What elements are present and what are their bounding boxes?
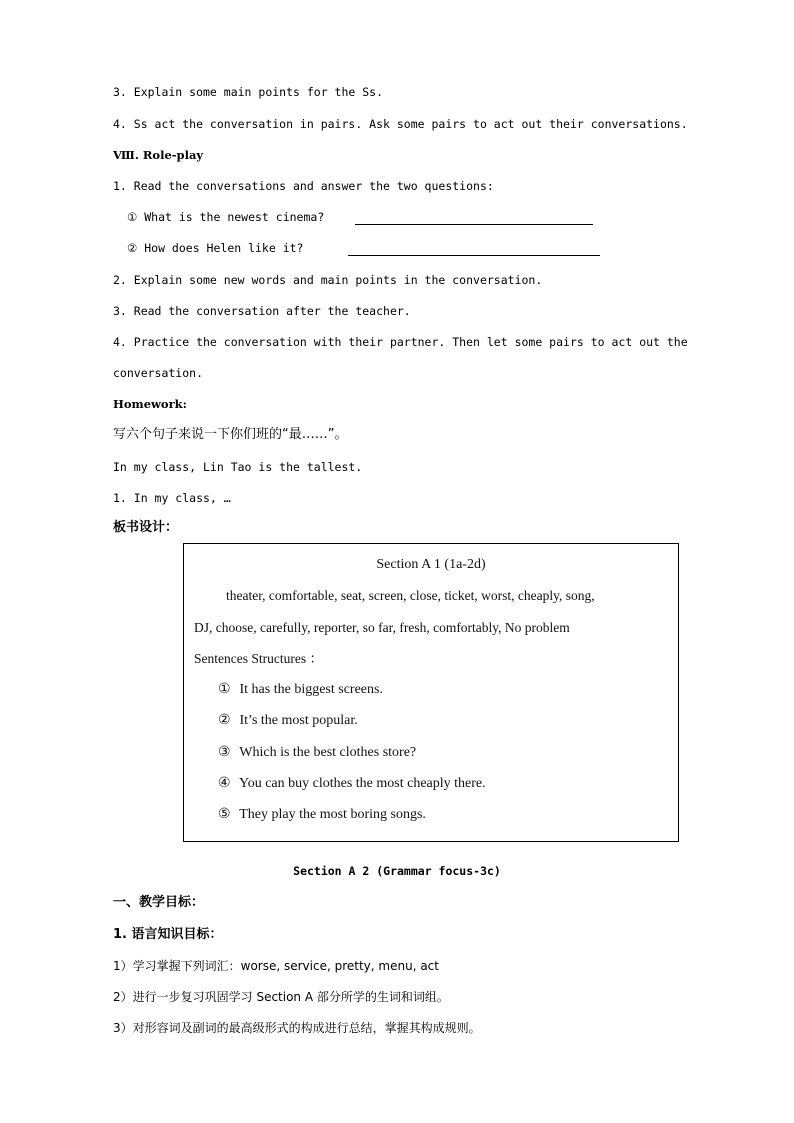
homework-item-1: 1. In my class, … — [113, 491, 231, 505]
teaching-goals-heading: 一、教学目标： — [113, 895, 205, 910]
answer-blank-2 — [348, 243, 600, 256]
roleplay-step-4: 4. Practice the conversation with their partner. Then let some pairs to act out the — [113, 335, 688, 349]
goal-2: 2）进行一步复习巩固学习 Section A 部分所学的生词和词组。 — [113, 990, 449, 1004]
sentence-item: ② It’s the most popular. — [218, 713, 358, 728]
board-words-line-1: theater, comfortable, seat, screen, close, ticket, worst, cheaply, song, — [226, 588, 595, 603]
sentence-item: ③ Which is the best clothes store? — [218, 745, 417, 760]
question-2 — [127, 240, 600, 256]
board-words-line-2: DJ, choose, carefully, reporter, so far, fresh, comfortably, No problem — [194, 620, 570, 635]
homework-example: In my class, Lin Tao is the tallest. — [113, 460, 363, 474]
roleplay-step-4-cont: conversation. — [113, 366, 204, 380]
goal-1: 1）学习掌握下列词汇：worse, service, pretty, menu, act — [113, 959, 439, 973]
sentence-structures-label: Sentences Structures ： — [194, 651, 323, 666]
sentence-item: ① It has the biggest screens. — [218, 682, 383, 697]
language-knowledge-heading: 1. 语言知识目标： — [113, 927, 223, 942]
question-1-text: ① What is the newest cinema? — [127, 210, 325, 224]
roleplay-step-2: 2. Explain some new words and main points in the conversation. — [113, 273, 543, 287]
step-4-text: 4. Ss act the conversation in pairs. Ask some pairs to act out their conversations. — [113, 117, 688, 131]
sentence-item: ⑤ They play the most boring songs. — [218, 807, 426, 822]
section-2-title: Section A 2 (Grammar focus-3c) — [293, 864, 501, 878]
question-2-text: ② How does Helen like it? — [127, 241, 304, 255]
sentence-item: ④ You can buy clothes the most cheaply there. — [218, 776, 486, 791]
answer-blank-1 — [355, 212, 593, 225]
step-3-text: 3. Explain some main points for the Ss. — [113, 85, 384, 99]
homework-task: 写六个句子来说一下你们班的“最……”。 — [113, 427, 348, 442]
board-design-box — [183, 543, 679, 842]
question-1 — [127, 209, 593, 225]
homework-heading: Homework: — [113, 397, 187, 411]
goal-3: 3）对形容词及副词的最高级形式的构成进行总结，掌握其构成规则。 — [113, 1021, 481, 1035]
roleplay-step-1: 1. Read the conversations and answer the two questions: — [113, 179, 494, 193]
roleplay-heading: Ⅷ. Role-play — [113, 148, 204, 162]
board-title: Section A 1 (1a-2d) — [376, 557, 486, 572]
roleplay-step-3: 3. Read the conversation after the teacher. — [113, 304, 411, 318]
board-heading: 板书设计： — [113, 520, 179, 535]
